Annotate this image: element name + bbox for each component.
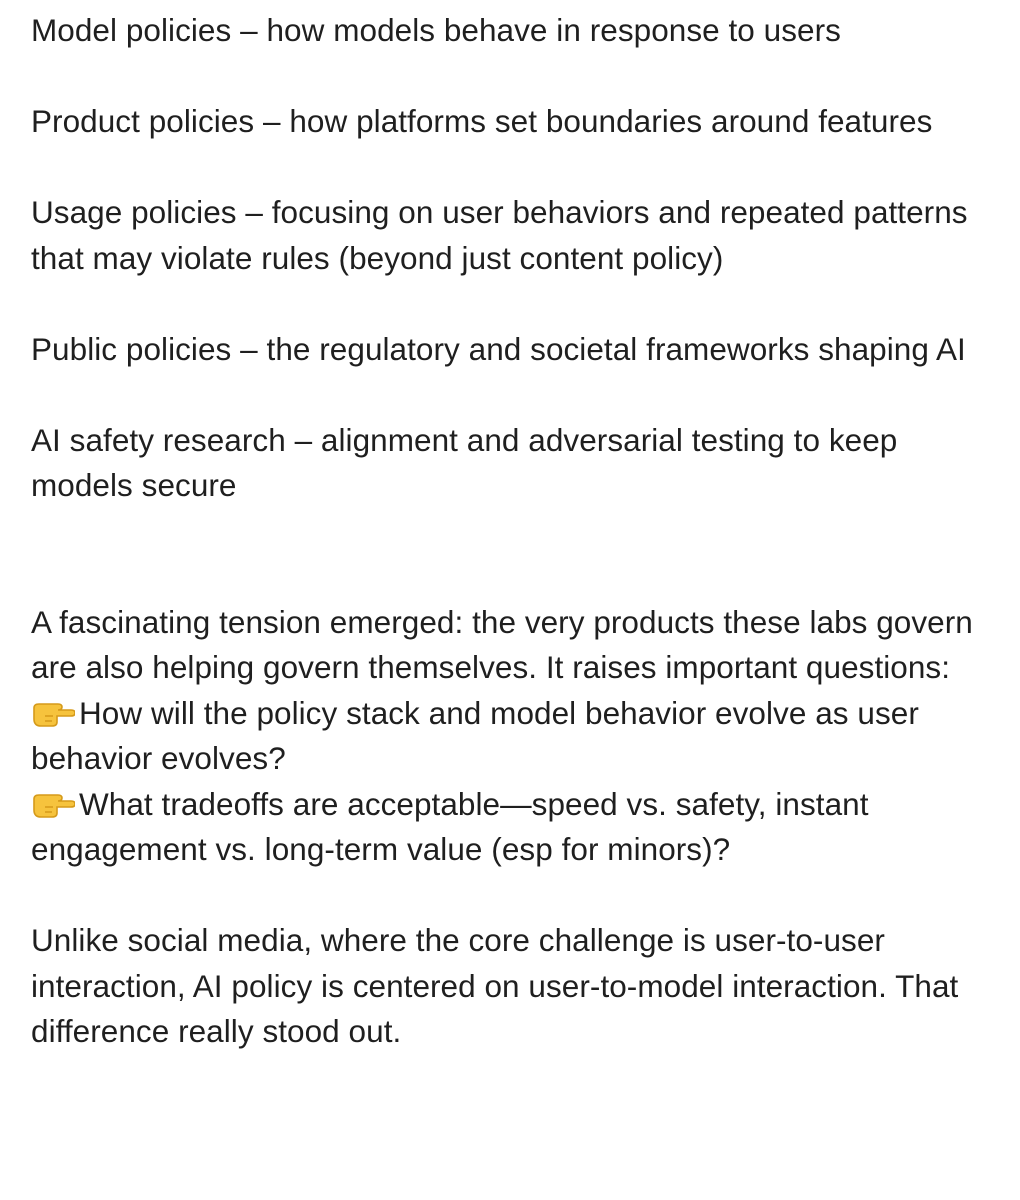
question-item [31,782,1006,873]
tension-intro: A fascinating tension emerged: the very products these labs govern are also helping govern themselves. It raises important questions: [31,603,973,685]
backhand-index-pointing-right-icon [31,789,75,819]
question-text: How will the policy stack and model behavior evolve as user behavior evolves? [31,694,919,776]
policy-item-safety-research: AI safety research – alignment and adversarial testing to keep models secure [31,421,898,503]
document-body [31,8,1006,1055]
policy-item-model: Model policies – how models behave in response to users [31,12,841,48]
tension-paragraph [31,600,1006,873]
policy-item-public: Public policies – the regulatory and societal frameworks shaping AI [31,330,966,367]
backhand-index-pointing-right-icon [31,698,75,728]
question-text: What tradeoffs are acceptable—speed vs. safety, instant engagement vs. long-term value (esp for minors)? [31,785,869,867]
question-item [31,691,1006,782]
policy-item-product: Product policies – how platforms set boundaries around features [31,103,933,139]
policy-item-usage: Usage policies – focusing on user behaviors and repeated patterns that may violate rules (beyond just content policy) [31,194,968,276]
closing-paragraph: Unlike social media, where the core challenge is user-to-user interaction, AI policy is centered on user-to-model interaction. That difference really stood out. [31,922,959,1049]
